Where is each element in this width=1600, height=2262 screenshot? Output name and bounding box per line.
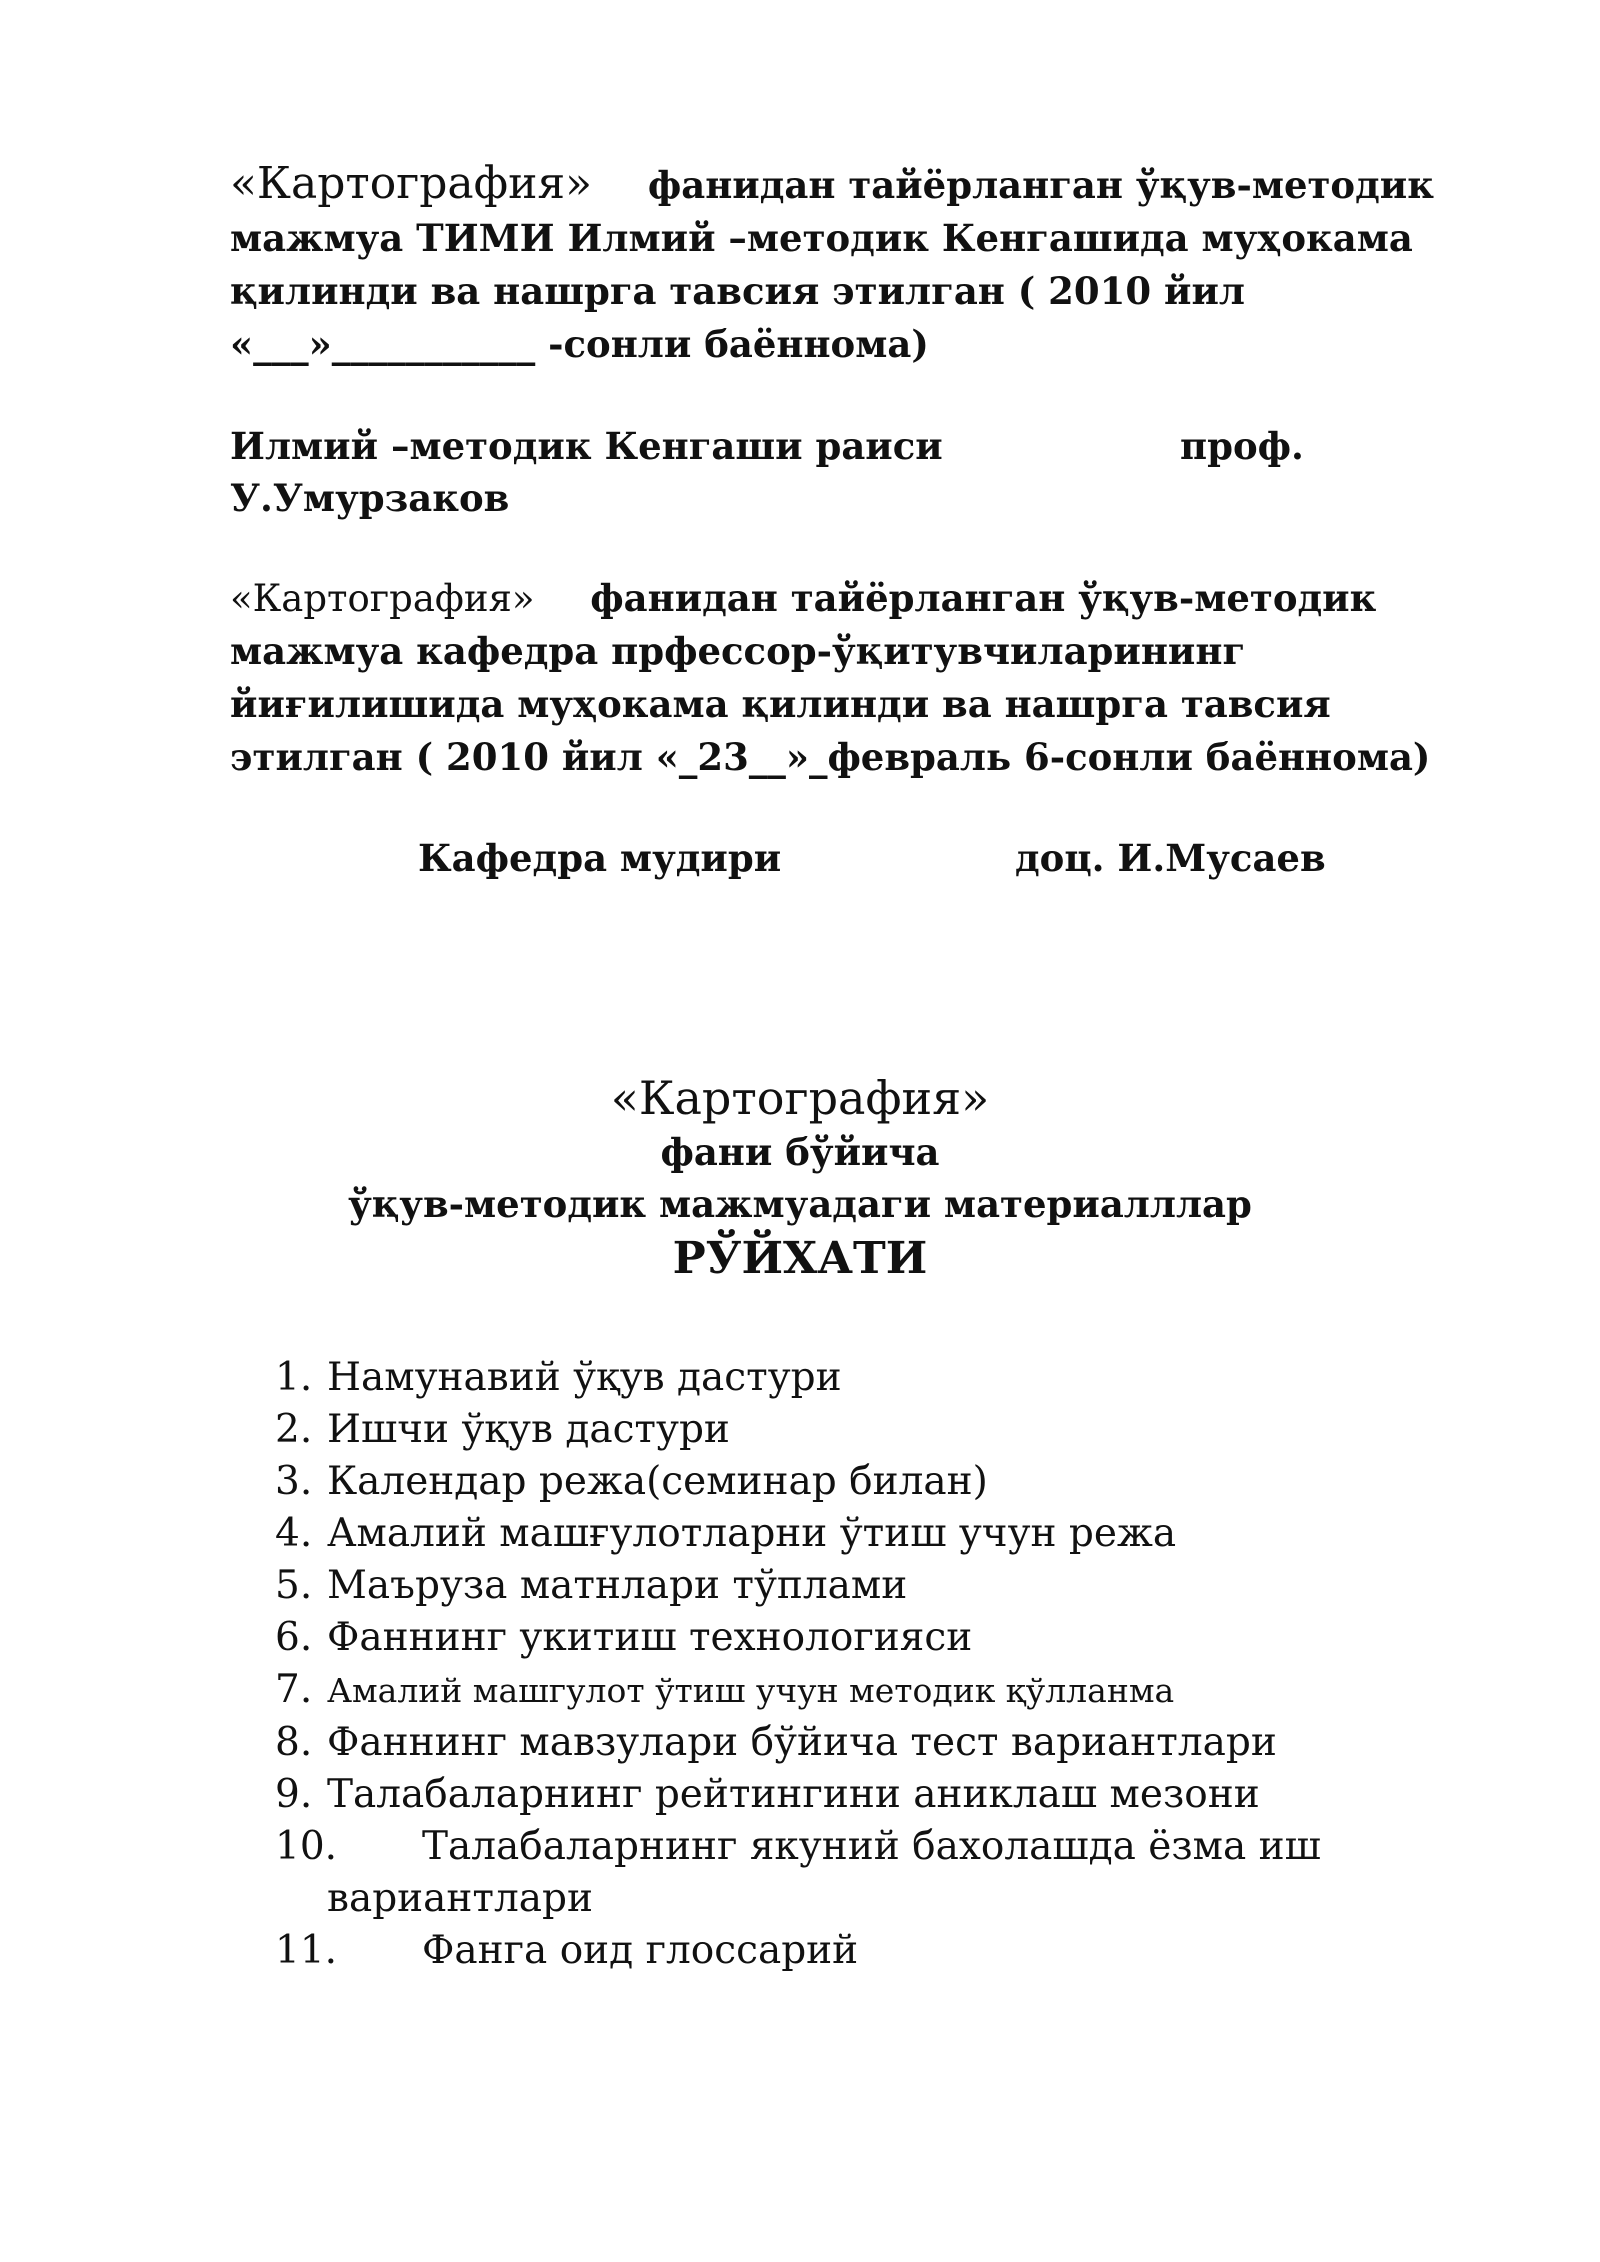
list-item-text: Фаннинг укитиш технологияси <box>327 1615 973 1660</box>
signature1-title: проф. <box>1180 424 1304 468</box>
approval2-text: фанидан тайёрланган ўқув-методик мажмуа кафедра прфессор-ўқитувчиларининг йиғилишида муҳокама қилинди ва нашрга тавсия этилган ( 2010 йил «_23__»_февраль 6-сонли баённома) <box>230 576 1431 779</box>
list-item: 4. Амалий машғулотларни ўтиш учун режа <box>275 1511 1177 1556</box>
list-item: 1. Намунавий ўқув дастури <box>275 1355 842 1400</box>
list-item-text: Ишчи ўқув дастури <box>327 1407 730 1452</box>
list-item: 6. Фаннинг укитиш технологияси <box>275 1615 973 1660</box>
approval1-text: фанидан тайёрланган ўқув-методик мажмуа ТИМИ Илмий –методик Кенгашида муҳокама қилинди ва нашрга тавсия этилган ( 2010 йил «___»___________ -сонли баённома) <box>230 163 1434 366</box>
list-item: 2. Ишчи ўқув дастури <box>275 1407 730 1452</box>
list-item-text: Талабаларнинг якуний бахолашда ёзма иш вариантлари <box>327 1824 1321 1921</box>
signature1-name: У.Умурзаков <box>230 476 510 520</box>
list-item-text: Фанга оид глоссарий <box>422 1928 859 1973</box>
approval-paragraph-1 <box>230 158 1490 371</box>
list-item: 11. Фанга оид глоссарий <box>275 1928 859 1973</box>
signature2-name: доц. И.Мусаев <box>1015 836 1326 880</box>
list-item-text: Амалий машғулотларни ўтиш учун режа <box>327 1511 1177 1556</box>
list-item: 10. Талабаларнинг якуний бахолашда ёзма иш вариантлари <box>275 1824 1321 1921</box>
list-item-text: Намунавий ўқув дастури <box>327 1355 842 1400</box>
approval1-subject: «Картография» <box>230 158 593 209</box>
list-item: 3. Календар режа(семинар билан) <box>275 1459 988 1504</box>
list-item-text: Фаннинг мавзулари бўйича тест вариантлари <box>327 1720 1277 1765</box>
signature1-role: Илмий –методик Кенгаши раиси <box>230 424 943 468</box>
list-item-text: Талабаларнинг рейтингини аниклаш мезони <box>327 1772 1260 1817</box>
list-title-subject: «Картография» <box>610 1071 990 1125</box>
list-item-text: Маъруза матнлари тўплами <box>327 1563 908 1608</box>
signature2-role: Кафедра мудири <box>418 836 782 880</box>
approval2-subject: «Картография» <box>230 577 535 620</box>
list-item: 7. Амалий машгулот ўтиш учун методик қўлланма <box>275 1667 1175 1712</box>
list-title-line2: фани бўйича <box>660 1130 940 1174</box>
materials-list <box>275 1352 1475 1977</box>
list-item-text: Календар режа(семинар билан) <box>327 1459 988 1504</box>
list-title-line3: ўқув-методик мажмуадаги материалллар <box>348 1182 1252 1226</box>
approval-paragraph-2 <box>230 572 1490 784</box>
list-item: 8. Фаннинг мавзулари бўйича тест вариантлари <box>275 1720 1277 1765</box>
list-title-heading: РЎЙХАТИ <box>672 1233 928 1284</box>
list-item-text: Амалий машгулот ўтиш учун методик қўлланма <box>327 1671 1175 1710</box>
list-item: 9. Талабаларнинг рейтингини аниклаш мезони <box>275 1772 1260 1817</box>
list-item: 5. Маъруза матнлари тўплами <box>275 1563 908 1608</box>
